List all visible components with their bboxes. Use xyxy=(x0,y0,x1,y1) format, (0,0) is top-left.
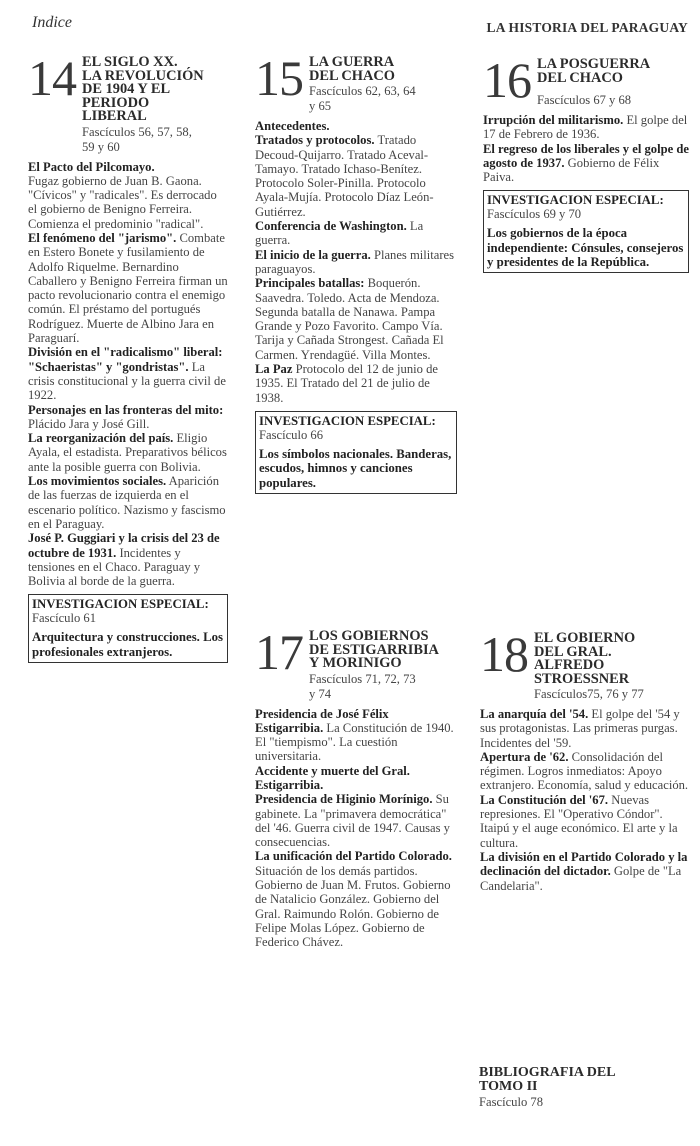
index-entry: El inicio de la guerra. Planes militares paraguayos. xyxy=(255,247,455,276)
chapter-title-line: DE ESTIGARRIBIA xyxy=(309,641,439,658)
chapter-fascicles: Fascículos 56, 57, 58, xyxy=(82,124,192,139)
special-body: Los símbolos nacionales. Banderas, escudos, himnos y canciones populares. xyxy=(259,446,452,490)
chapter-16 xyxy=(483,52,689,273)
chapter-fascicles: Fascículos 62, 63, 64 xyxy=(309,84,416,98)
index-label: Indice xyxy=(32,14,72,31)
index-entry: Presidencia de José Félix Estigarribia. La Constitución de 1940. El "tiempismo". La cuestión universitaria. xyxy=(255,706,454,764)
special-investigation-box xyxy=(28,594,228,663)
chapter-title-line: LIBERAL xyxy=(82,108,147,124)
special-title: INVESTIGACION ESPECIAL: xyxy=(259,413,436,428)
chapter-title-line: EL SIGLO XX. xyxy=(82,54,178,70)
special-fascicle: Fascículo 66 xyxy=(259,427,324,442)
publication-title: LA HISTORIA DEL PARAGUAY xyxy=(486,20,688,35)
bibliography-title-line: TOMO II xyxy=(479,1079,538,1094)
chapter-number: 17 xyxy=(255,624,303,680)
index-entry: Fugaz gobierno de Juan B. Gaona. "Cívicos" y "radicales". Es derrocado el gobierno de Benigno Ferreira. Comienza el predominio "radical". xyxy=(28,173,217,231)
chapter-17 xyxy=(255,624,460,950)
index-entry: El regreso de los liberales y el golpe de agosto de 1937. Gobierno de Félix Paiva. xyxy=(483,141,689,185)
chapter-fascicles: Fascículos 71, 72, 73 xyxy=(309,671,416,686)
special-title: INVESTIGACION ESPECIAL: xyxy=(487,193,664,208)
special-fascicle: Fascículo 61 xyxy=(32,611,97,626)
index-entry: Principales batallas: Boquerón. Saavedra. Toledo. Acta de Mendoza. Segunda batalla de Nanawa. Pampa Grande y Pozo Favorito. Campo Vía. Tarija y Cañada Strongest. Cañada El Carmen. Yrendagüé. Villa Montes. xyxy=(255,276,444,362)
index-entry: El fenómeno del "jarismo". Combate en Estero Bonete y fusilamiento de Adolfo Riquelme. Bernardino Caballero y Benigno Ferreira firman un pacto revolucionario contra el enemigo común. El préstamo del portugués Rodríguez. Muerte de Albino Jara en Paraguarí. xyxy=(28,230,228,346)
chapter-18 xyxy=(480,626,690,893)
chapter-title-line: PERIODO xyxy=(82,94,150,111)
index-entry: División en el "radicalismo" liberal: "Schaeristas" y "gondristas". La crisis constitucional y la guerra civil de 1922. xyxy=(28,345,226,403)
chapter-title-line: DEL CHACO xyxy=(309,67,395,84)
index-entry: Personajes en las fronteras del mito: Plácido Jara y José Gill. xyxy=(28,402,224,431)
chapter-fascicles: y 65 xyxy=(309,99,332,113)
index-entry: La unificación del Partido Colorado. Situación de los demás partidos. Gobierno de Juan M. Frutos. Gobierno de Natalicio González. Gobierno del Gral. Raimundo Rolón. Gobierno de Felipe Molas López. Gobierno de Federico Chávez. xyxy=(255,849,452,950)
bibliography-title-line: BIBLIOGRAFIA DEL xyxy=(479,1065,616,1080)
index-entry: José P. Guggiari y la crisis del 23 de octubre de 1931. Incidentes y tensiones en el Chaco. Paraguay y Bolivia al borde de la guerra. xyxy=(28,531,220,589)
special-title: INVESTIGACION ESPECIAL: xyxy=(32,597,209,612)
chapter-fascicles: y 74 xyxy=(309,686,332,701)
index-entry: La Paz Protocolo del 12 de junio de 1935. El Tratado del 21 de julio de 1938. xyxy=(255,362,438,405)
special-fascicle: Fascículos 69 y 70 xyxy=(487,207,582,222)
bibliography xyxy=(479,1066,616,1110)
chapter-fascicles: Fascículos75, 76 y 77 xyxy=(534,687,644,701)
chapter-number: 15 xyxy=(255,50,303,106)
index-entry: Presidencia de Higinio Morínigo. Su gabinete. La "primavera democrática" del '46. Guerra civil de 1947. Causas y consecuencias. xyxy=(255,792,450,850)
chapter-number: 14 xyxy=(28,50,76,106)
chapter-title-line: EL GOBIERNO xyxy=(534,630,636,646)
index-entry: La reorganización del país. Eligio Ayala, el estadista. Preparativos bélicos ante la posible guerra con Bolivia. xyxy=(28,431,227,474)
index-entry: Los movimientos sociales. Aparición de las fuerzas de izquierda en el escenario político. Nazismo y fascismo en el Paraguay. xyxy=(28,474,226,531)
chapter-fascicles: Fascículos 67 y 68 xyxy=(537,93,632,107)
chapter-title-line: LA POSGUERRA xyxy=(537,56,651,72)
special-body: Los gobiernos de la época independiente: Cónsules, consejeros y presidentes de la República. xyxy=(487,226,684,270)
chapter-number: 16 xyxy=(483,52,531,108)
index-entry: Irrupción del militarismo. El golpe del 17 de Febrero de 1936. xyxy=(483,113,688,142)
bibliography-fascicle: Fascículo 78 xyxy=(479,1095,544,1109)
index-entry: Tratados y protocolos. Tratado Decoud-Quijarro. Tratado Aceval-Tamayo. Tratado Ichaso-Benítez. Protocolo Soler-Pinilla. Protocolo Ayala-Mujía. Protocolo Díaz León-Gutiérrez. xyxy=(255,133,434,219)
special-investigation-box xyxy=(255,411,457,494)
index-entry: La anarquía del '54. El golpe del '54 y sus protagonistas. Las primeras purgas. Incidentes del '59. xyxy=(480,707,680,750)
chapter-title-line: LA GUERRA xyxy=(309,54,395,70)
chapter-14 xyxy=(28,50,228,663)
index-entry: El Pacto del Pilcomayo. xyxy=(28,159,155,174)
chapter-title-line: DEL GRAL. xyxy=(534,643,612,660)
index-entry: Conferencia de Washington. La guerra. xyxy=(255,219,424,248)
chapter-title-line: Y MORINIGO xyxy=(309,655,402,671)
chapter-title-line: ALFREDO xyxy=(534,657,605,673)
index-entry: Accidente y muerte del Gral. Estigarribia. xyxy=(255,763,410,792)
index-entry: Apertura de '62. Consolidación del régimen. Logros inmediatos: Apoyo extranjero. Economía, salud y educación. xyxy=(480,749,689,793)
special-body: Arquitectura y construcciones. Los profesionales extranjeros. xyxy=(32,630,223,659)
chapter-title-line: DEL CHACO xyxy=(537,69,623,86)
index-entry: La división en el Partido Colorado y la declinación del dictador. Golpe de "La Candelaria". xyxy=(480,849,688,893)
index-entry: Antecedentes. xyxy=(255,119,330,133)
index-entry: La Constitución del '67. Nuevas represiones. El "Operativo Cóndor". Itaipú y el auge económico. El arte y la cultura. xyxy=(480,792,678,850)
chapter-number: 18 xyxy=(480,626,528,682)
special-investigation-box xyxy=(483,190,689,273)
chapter-title-line: DE 1904 Y EL xyxy=(82,81,171,97)
chapter-title-line: LOS GOBIERNOS xyxy=(309,628,429,644)
chapter-title-line: LA REVOLUCIÓN xyxy=(82,67,204,84)
chapter-15 xyxy=(255,50,457,494)
chapter-fascicles: 59 y 60 xyxy=(82,139,120,154)
chapter-title-line: STROESSNER xyxy=(534,670,630,687)
